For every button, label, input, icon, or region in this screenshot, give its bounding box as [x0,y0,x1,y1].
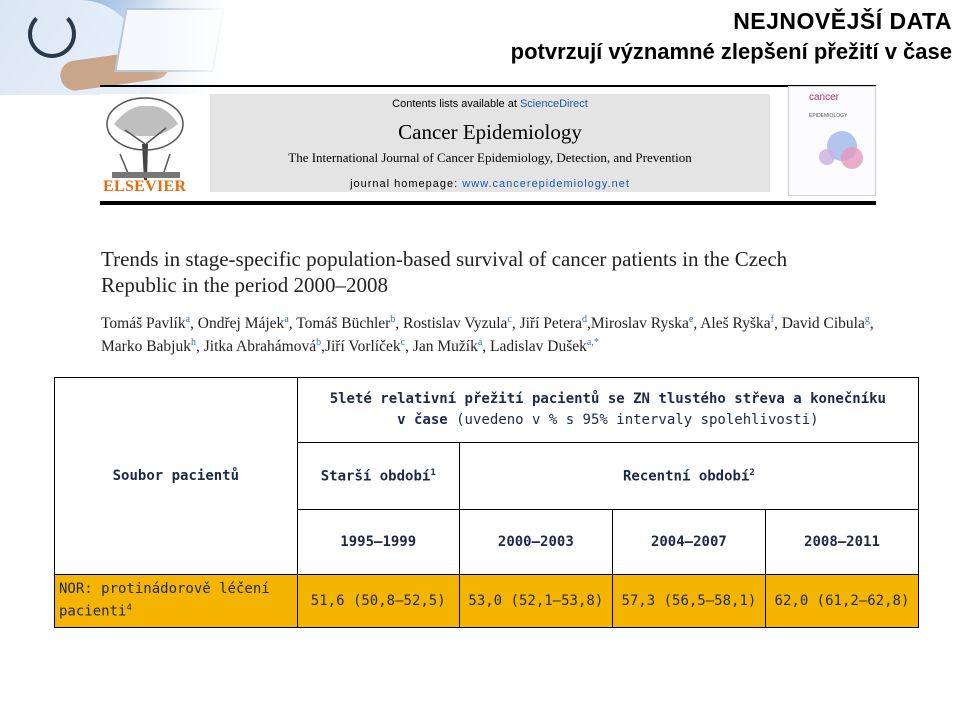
author-list: Tomáš Pavlík$^a$, Ondřej Májek$^a$, Tomáš Büchler$^b$, Rostislav Vyzula$^c$, Jiří Petera$^d$,Miroslav Ryska$^e$, Aleš Ryška$^f$, David Cibula$^g$, Marko Babjuk$^h$, Jitka Abrahámová$^b$,Jiří Vorlíček$^c$, Jan Mužík$^a$, Ladislav Dušek$^{a,*}$ [101,314,874,356]
author-name: Miroslav Ryska [590,315,689,333]
article-title: Trends in stage-specific population-based survival of cancer patients in the Czech Republic in the period 2000–2008 [101,247,788,297]
journal-subtitle: The International Journal of Cancer Epidemiology, Detection, and Prevention [288,150,692,165]
table-caption: 5leté relativní přežití pacientů se ZN tlustého střeva a konečníku v čase (uvedeno v % s 95% intervaly spolehlivosti) [297,378,918,443]
row-label: NOR: protinádorově léčení pacienti$^4$ [55,575,298,628]
author-name: Jitka Abrahámová [203,338,317,356]
author-name: Ondřej Májek [197,315,285,333]
affiliation-mark: a,* [586,337,599,349]
affiliation-mark: e [688,314,694,325]
affiliation-mark: c [400,337,406,349]
author-name: Ladislav Dušek [490,338,587,356]
journal-banner [210,94,770,192]
recent-period-header: Recentní období$^2$ [459,443,918,510]
survival-value: 62,0 (61,2–62,8) [765,575,918,628]
survival-value: 53,0 (52,1–53,8) [459,575,612,628]
author-name: Marko Babjuk [101,338,191,356]
author-name: David Cibula [781,315,865,333]
journal-cover-image [788,86,876,196]
author-name: Jiří Petera [519,315,583,333]
author-name: Rostislav Vyzula [403,315,508,333]
period-header: 2008–2011 [765,510,918,575]
homepage-link[interactable]: www.cancerepidemiology.net [462,178,630,190]
sciencedirect-link[interactable]: ScienceDirect [519,98,588,110]
author-name: Aleš Ryška [700,315,771,333]
column-group-header: Soubor pacientů [55,378,298,575]
cover-title: cancer [809,92,840,103]
cover-subtitle: EPIDEMIOLOGY [809,113,848,119]
affiliation-mark: a [284,314,289,325]
survival-table [54,377,919,628]
affiliation-mark: b [390,314,396,325]
affiliation-mark: f [770,314,774,325]
divider [100,85,876,87]
affiliation-mark: h [190,337,196,349]
stethoscope-icon [28,10,76,58]
slide-title: NEJNOVĚJŠÍ DATA [733,8,952,34]
survival-value: 57,3 (56,5–58,1) [612,575,765,628]
table-row [55,575,919,628]
journal-header [100,72,876,205]
author-name: Tomáš Büchler [296,315,391,333]
period-header: 1995–1999 [297,510,459,575]
slide-subtitle: potvrzují významné zlepšení přežití v čase [510,39,952,64]
affiliation-mark: b [316,337,322,349]
divider [100,201,876,205]
affiliation-mark: c [507,314,512,325]
survival-value: 51,6 (50,8–52,5) [297,575,459,628]
contents-line: Contents lists available at ScienceDirect [392,98,588,110]
affiliation-mark: a [185,314,191,325]
affiliation-mark: g [864,314,870,325]
period-header: 2000–2003 [459,510,612,575]
author-name: Jiří Vorlíček [324,338,401,356]
publisher-logo-text: ELSEVIER [103,178,187,195]
elsevier-tree-logo [100,94,192,182]
journal-name: Cancer Epidemiology [398,120,582,144]
period-header: 2004–2007 [612,510,765,575]
affiliation-mark: a [477,337,483,349]
older-period-header: Starší období$^1$ [297,443,459,510]
journal-homepage: journal homepage: www.cancerepidemiology.net [350,178,630,190]
author-name: Tomáš Pavlík [101,315,186,333]
affiliation-mark: d [582,314,588,325]
author-name: Jan Mužík [412,338,478,356]
